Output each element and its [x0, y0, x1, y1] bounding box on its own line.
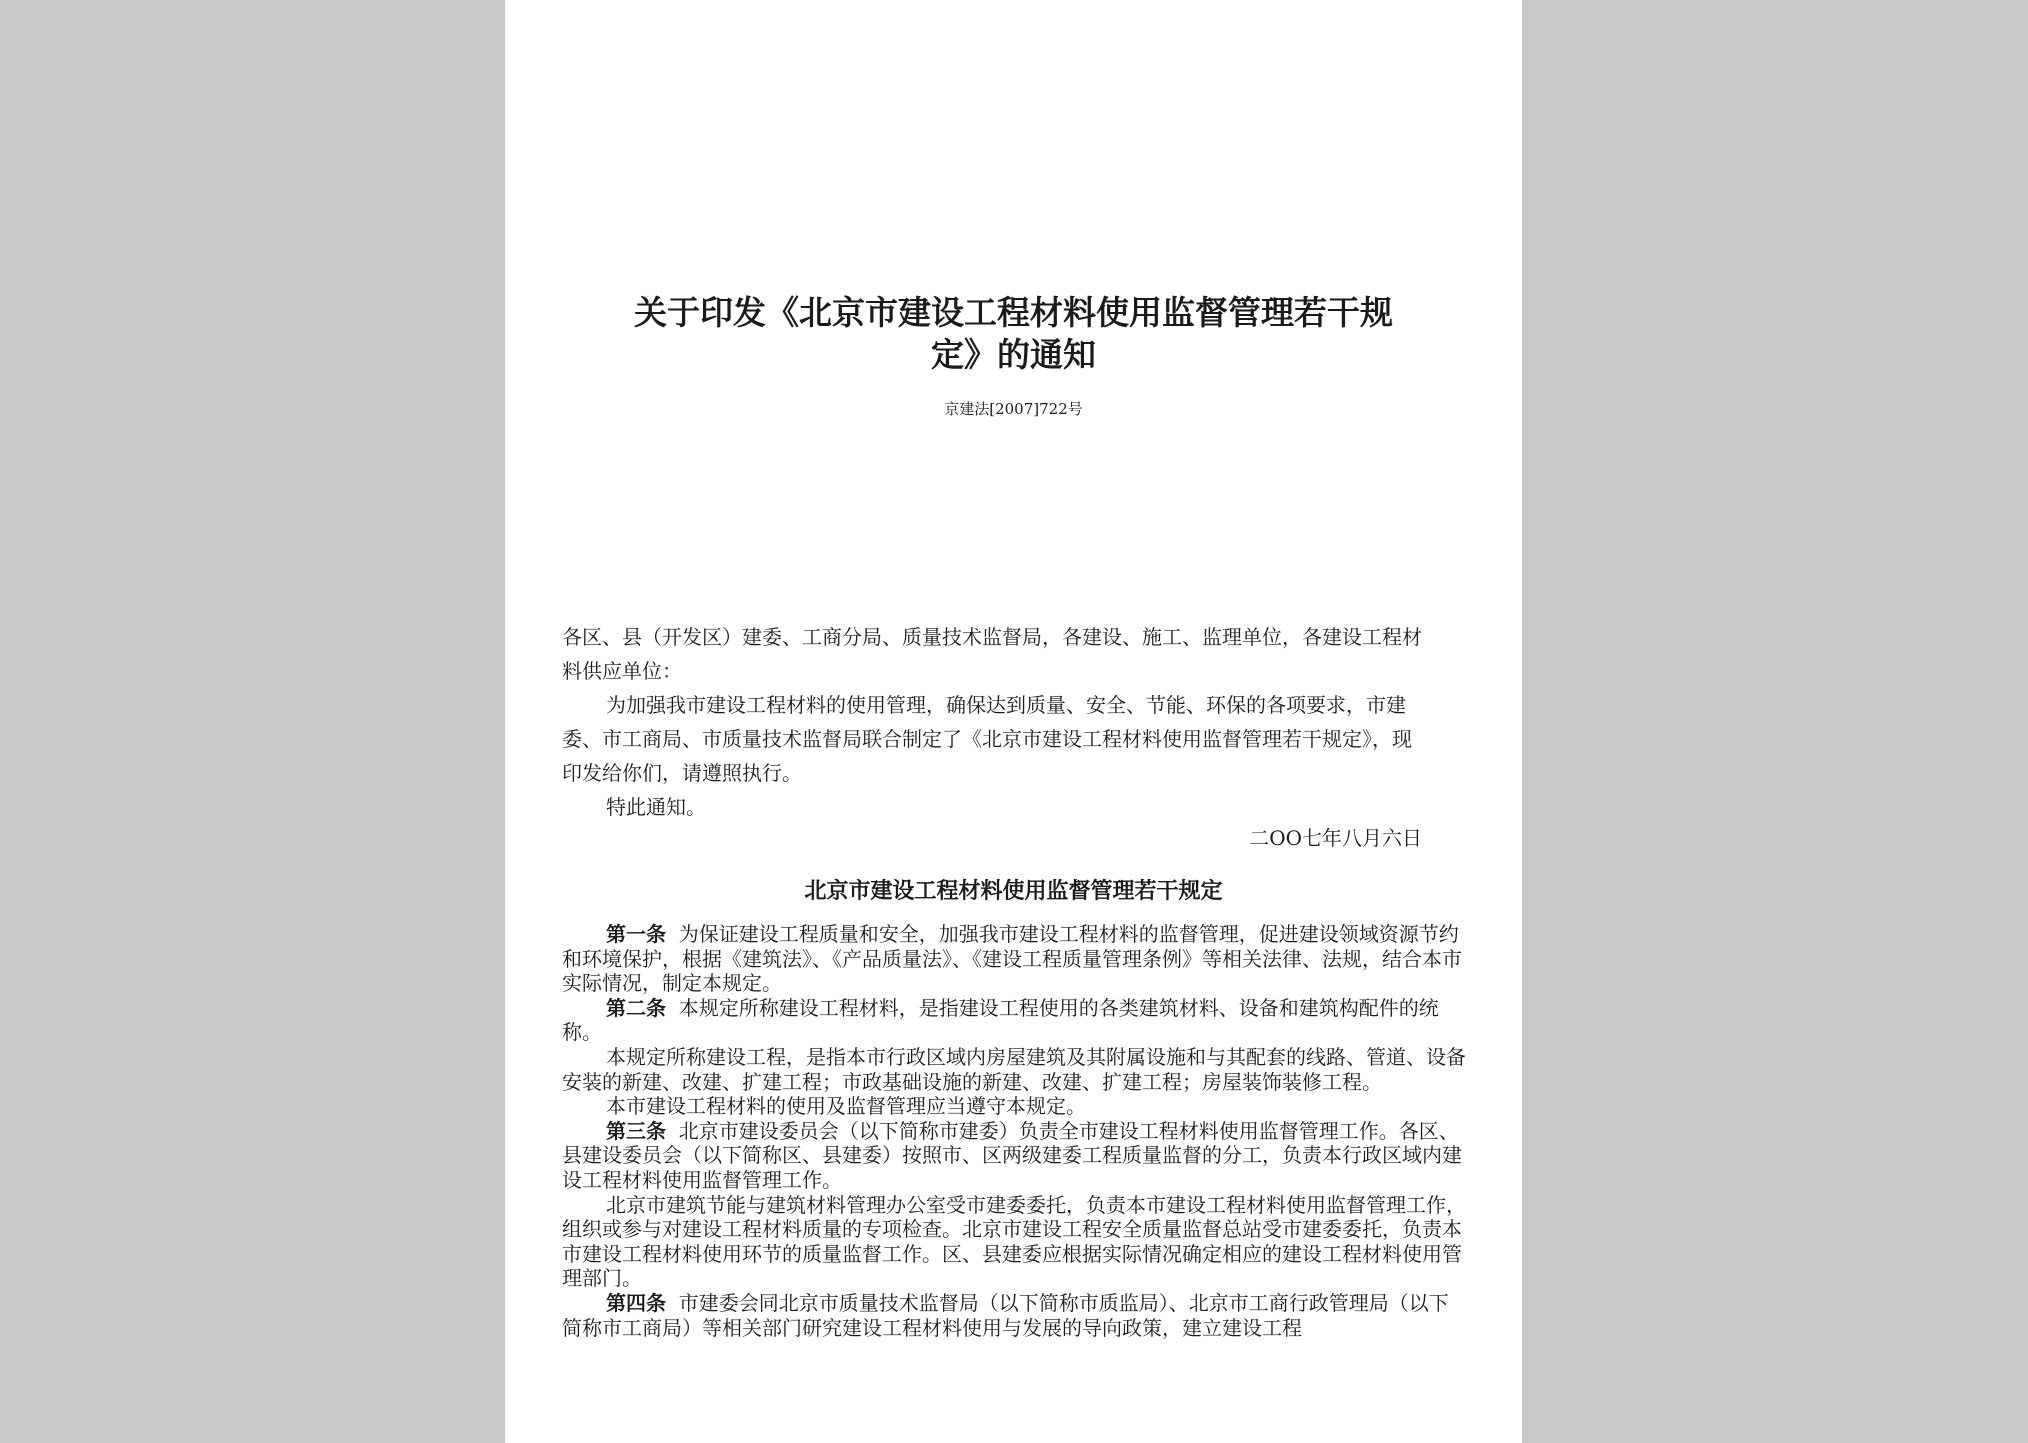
article-paragraph	[562, 1291, 1468, 1340]
article-paragraph	[562, 922, 1468, 996]
article-paragraph	[562, 1045, 1468, 1094]
article-label: 第四条	[606, 1290, 666, 1315]
title-line-1: 关于印发《北京市建设工程材料使用监督管理若干规	[634, 293, 1393, 332]
article-paragraph	[562, 1193, 1468, 1291]
notice-closing: 特此通知。	[606, 795, 706, 819]
article-text: 本市建设工程材料的使用及监督管理应当遵守本规定。	[606, 1094, 1086, 1119]
article-text: 北京市建设委员会（以下简称市建委）负责全市建设工程材料使用监督管理工作。各区、县建设委员会（以下简称区、县建委）按照市、区两级建委工程质量监督的分工，负责本行政区域内建设工程材料使用监督管理工作。	[562, 1118, 1462, 1192]
document-page	[505, 0, 1522, 1443]
notice-date: 二OO七年八月六日	[1249, 826, 1422, 850]
article-text: 本规定所称建设工程材料，是指建设工程使用的各类建筑材料、设备和建筑构配件的统称。	[562, 995, 1439, 1045]
article-text: 北京市建筑节能与建筑材料管理办公室受市建委委托，负责本市建设工程材料使用监督管理工作，组织或参与对建设工程材料质量的专项检查。北京市建设工程安全质量监督总站受市建委委托，负责本市建设工程材料使用环节的质量监督工作。区、县建委应根据实际情况确定相应的建设工程材料使用管理部门。	[562, 1192, 1466, 1291]
regulation-articles	[562, 922, 1468, 1340]
article-text: 市建委会同北京市质量技术监督局（以下简称市质监局）、北京市工商行政管理局（以下简称市工商局）等相关部门研究建设工程材料使用与发展的导向政策，建立建设工程	[562, 1290, 1449, 1340]
article-text: 本规定所称建设工程，是指本市行政区域内房屋建筑及其附属设施和与其配套的线路、管道、设备安装的新建、改建、扩建工程；市政基础设施的新建、改建、扩建工程；房屋装饰装修工程。	[562, 1044, 1466, 1094]
notice-paragraph: 为加强我市建设工程材料的使用管理，确保达到质量、安全、节能、环保的各项要求，市建委、市工商局、市质量技术监督局联合制定了《北京市建设工程材料使用监督管理若干规定》，现印发给你们，请遵照执行。	[562, 693, 1412, 785]
document-number: 京建法[2007]722号	[944, 400, 1083, 418]
article-text: 为保证建设工程质量和安全，加强我市建设工程材料的监督管理，促进建设领域资源节约和环境保护，根据《建筑法》、《产品质量法》、《建设工程质量管理条例》等相关法律、法规，结合本市实际情况，制定本规定。	[562, 922, 1462, 996]
article-paragraph	[562, 1094, 1468, 1119]
article-label: 第三条	[606, 1118, 666, 1143]
article-label: 第二条	[606, 995, 666, 1020]
notice-addressee: 各区、县（开发区）建委、工商分局、质量技术监督局，各建设、施工、监理单位，各建设工程材料供应单位：	[562, 625, 1422, 683]
document-title	[545, 292, 1482, 376]
article-label: 第一条	[606, 922, 666, 946]
notice-body	[562, 620, 1428, 824]
regulation-title: 北京市建设工程材料使用监督管理若干规定	[804, 878, 1223, 904]
title-line-2: 定》的通知	[931, 335, 1096, 374]
article-paragraph	[562, 996, 1468, 1045]
article-paragraph	[562, 1119, 1468, 1193]
